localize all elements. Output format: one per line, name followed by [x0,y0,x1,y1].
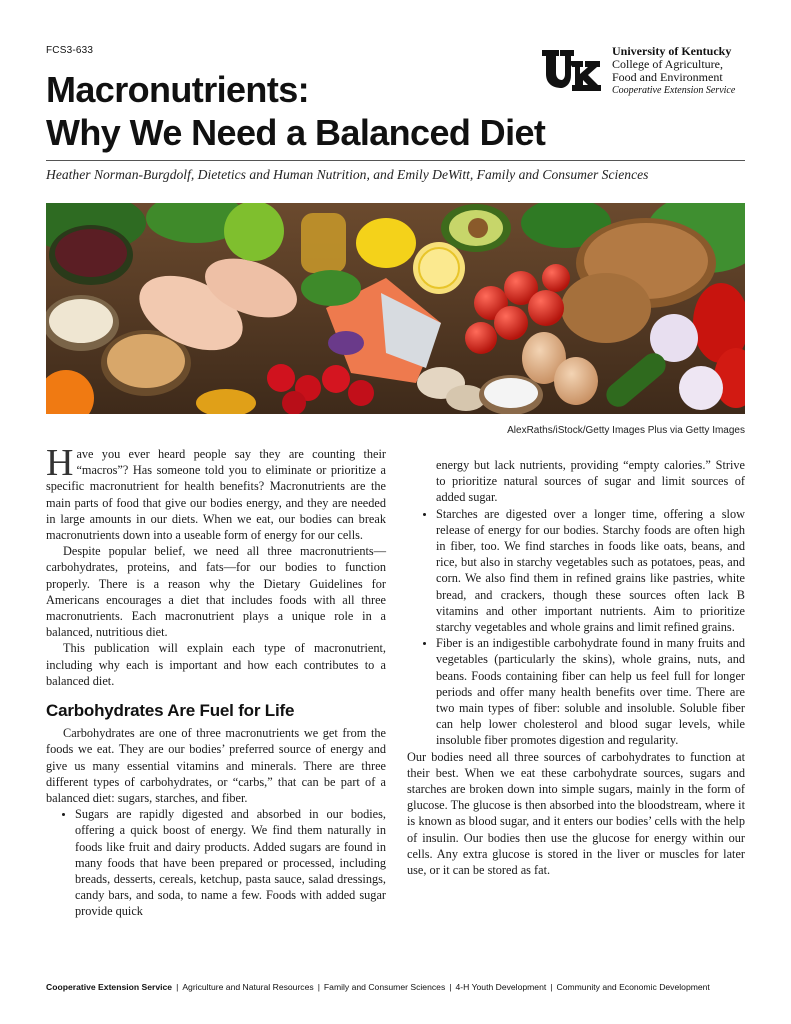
org-college: College of Agriculture, [612,57,723,71]
authors: Heather Norman-Burgdolf, Dietetics and Human Nutrition, and Emily DeWitt, Family and Consumer Sciences [46,167,649,182]
list-item-fiber: • Fiber is an indigestible carbohydrate found in many fruits and vegetables (particularly the skins), whole grains, nuts, and beans. Foods containing fiber can help us feel full for longer periods and offer many health benefits over time. There are two main types of fiber: soluble and insoluble. Soluble fiber can help lower cholesterol and blood sugar levels, while insoluble fiber promotes digestion and regularity. [436,635,745,748]
uk-logo-icon [541,47,601,93]
intro-paragraph [46,442,386,543]
org-college-cont: Food and Environment [612,70,723,84]
drop-cap: H [46,442,74,484]
paragraph-carbohydrates: Carbohydrates are one of three macronutrients we get from the foods we eat. They are our bodies’ preferred source of energy and give us many essential vitamins and minerals. There are three different types of carbohydrates, or “carbs,” that can be part of a balanced diet: sugars, starches, and fiber. [46,726,386,806]
organization-block [612,45,735,97]
footer-agriculture: Agriculture and Natural Resources [182,982,314,992]
section-heading-carbohydrates: Carbohydrates Are Fuel for Life [46,701,295,721]
footer-4h: 4-H Youth Development [455,982,547,992]
org-university: University of Kentucky [612,44,732,58]
list-item-sugars: • Sugars are rapidly digested and absorbed in our bodies, offering a quick boost of energy. We find them naturally in foods like fruit and dairy products. Added sugars are found in many foods that have been prepared or processed, including breads, desserts, cereals, ketchup, pasta sauce, salad dressings, candy bars, and soda, to name a few. Foods with added sugar provide quick [75,806,386,919]
header-divider [46,160,745,161]
photo-credit: AlexRaths/iStock/Getty Images Plus via Getty Images [507,425,745,436]
column-right [407,457,745,878]
food-photo-illustration [46,203,745,414]
org-extension: Cooperative Extension Service [612,85,736,96]
column-left [46,442,386,920]
paragraph-macronutrients: Despite popular belief, we need all three macronutrients—carbohydrates, proteins, and fats—for our bodies to function properly. There is a reason why the Dietary Guidelines for Americans encourages a diet that includes foods with all three macronutrients. Each macronutrient plays a unique role in a balanced, nutritious diet. [46,544,386,640]
paragraph-glucose: Our bodies need all three sources of carbohydrates to function at their best. When we eat these carbohydrate sources, sugars and starches are broken down into simple sugars, mainly in the form of glucose. The glucose is then absorbed into the bloodstream, where it is known as blood sugar, and it enters our bodies’ cells with the help of insulin. Our bodies then use the glucose for energy within our cells. Any extra glucose is stored in the liver or muscles for later use, or it can be stored as fat. [407,749,745,878]
footer-programs: Cooperative Extension Service | Agriculture and Natural Resources | Family and Consumer Sciences | 4-H Youth Development | Community and Economic Development [46,982,710,992]
carb-types-list-continued [407,506,745,749]
title-line-1: Macronutrients: [46,69,310,110]
carb-types-list [46,806,386,919]
publication-code: FCS3-633 [46,45,94,56]
paragraph-publication-scope: This publication will explain each type of macronutrient, including why each is important and how each contributes to a balanced diet. [46,641,386,688]
food-photo [46,203,745,414]
list-item-sugars-continued: energy but lack nutrients, providing “empty calories.” Strive to prioritize natural sources of sugar and limit sources of added sugar. [436,458,745,505]
footer-community: Community and Economic Development [556,982,710,992]
footer-extension-service: Cooperative Extension Service [46,982,173,992]
page-title [46,68,545,154]
footer-family-consumer: Family and Consumer Sciences [323,982,446,992]
list-item-starches: • Starches are digested over a longer time, offering a slow release of energy for our bodies. Starchy foods are often high in fiber, too. We find starches in foods like oats, beans, and rice, but also in starchy vegetables such as potatoes, peas, and corn. We also find them in refined grains like pastries, white bread, and crackers, though these sources often lack B vitamins and other important nutrients. Aim to prioritize starchy vegetables and whole grains and limit refined grains. [436,506,745,636]
title-line-2: Why We Need a Balanced Diet [46,112,546,153]
intro-text: ave you ever heard people say they are counting their “macros”? Has someone told you to eliminate or prioritize a specific macronutrient for health benefits? Macronutrients are the main parts of food that give our bodies energy, and they are needed in large amounts in our diets. When we eat, our bodies can break macronutrients down into a useable form of energy for our cells. [46,447,386,543]
